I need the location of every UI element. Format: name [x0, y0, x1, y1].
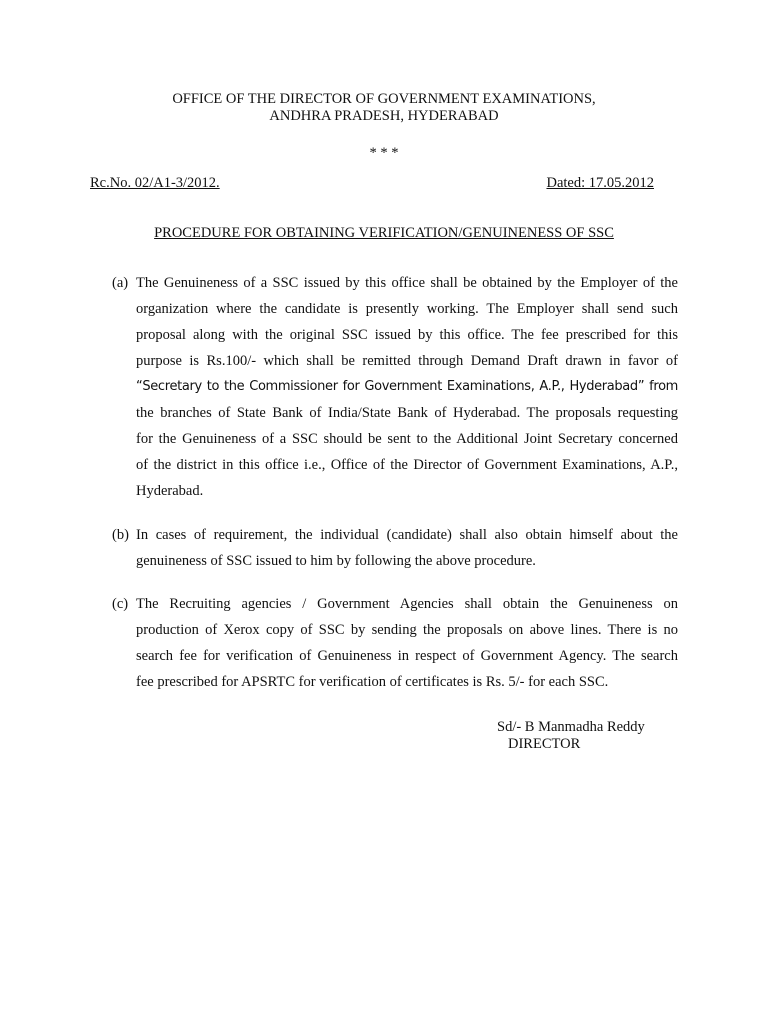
- reference-date: Dated: 17.05.2012: [546, 175, 654, 191]
- paragraph-line: fee prescribed for APSRTC for verification of certificates is Rs. 5/- for each SSC.: [136, 674, 609, 690]
- paragraph-line: of the district in this office i.e., Office of the Director of Government Examinations, A.P.,: [136, 457, 678, 473]
- paragraph-line: the branches of State Bank of India/State Bank of Hyderabad. The proposals requesting: [136, 405, 678, 421]
- separator-stars: * * *: [369, 145, 399, 161]
- signatory-name: Sd/- B Manmadha Reddy: [497, 719, 645, 735]
- signature-block: [497, 719, 645, 753]
- paragraph-line: for the Genuineness of a SSC should be sent to the Additional Joint Secretary concerned: [136, 431, 678, 447]
- paragraph-line: The Genuineness of a SSC issued by this office shall be obtained by the Employer of the: [136, 275, 678, 291]
- paragraph-line: purpose is Rs.100/- which shall be remitted through Demand Draft drawn in favor of: [136, 353, 678, 369]
- paragraph-line: Hyderabad.: [136, 483, 204, 499]
- paragraph-c: [112, 591, 678, 695]
- signatory-title: DIRECTOR: [508, 736, 581, 752]
- paragraph-line: search fee for verification of Genuineness in respect of Government Agency. The search: [136, 648, 678, 664]
- paragraph-line: genuineness of SSC issued to him by following the above procedure.: [136, 553, 536, 569]
- office-title-line2: ANDHRA PRADESH, HYDERABAD: [269, 108, 499, 124]
- paragraph-line: organization where the candidate is presently working. The Employer shall send such: [136, 301, 678, 317]
- reference-number: Rc.No. 02/A1-3/2012.: [90, 175, 220, 191]
- paragraph-a: [112, 270, 678, 504]
- office-title-line1: OFFICE OF THE DIRECTOR OF GOVERNMENT EXAMINATIONS,: [172, 91, 596, 107]
- paragraph-line: In cases of requirement, the individual (candidate) shall also obtain himself about the: [136, 527, 678, 543]
- document-heading: PROCEDURE FOR OBTAINING VERIFICATION/GENUINENESS OF SSC: [154, 225, 614, 241]
- paragraph-marker: (c): [112, 596, 129, 612]
- paragraph-marker: (b): [112, 527, 129, 543]
- paragraph-line: “Secretary to the Commissioner for Government Examinations, A.P., Hyderabad” from: [136, 379, 678, 394]
- paragraph-b: [112, 522, 678, 574]
- paragraph-line: proposal along with the original SSC issued by this office. The fee prescribed for this: [136, 327, 678, 343]
- paragraph-line: production of Xerox copy of SSC by sending the proposals on above lines. There is no: [136, 622, 678, 638]
- paragraph-marker: (a): [112, 275, 129, 291]
- paragraph-line: The Recruiting agencies / Government Agencies shall obtain the Genuineness on: [136, 596, 678, 612]
